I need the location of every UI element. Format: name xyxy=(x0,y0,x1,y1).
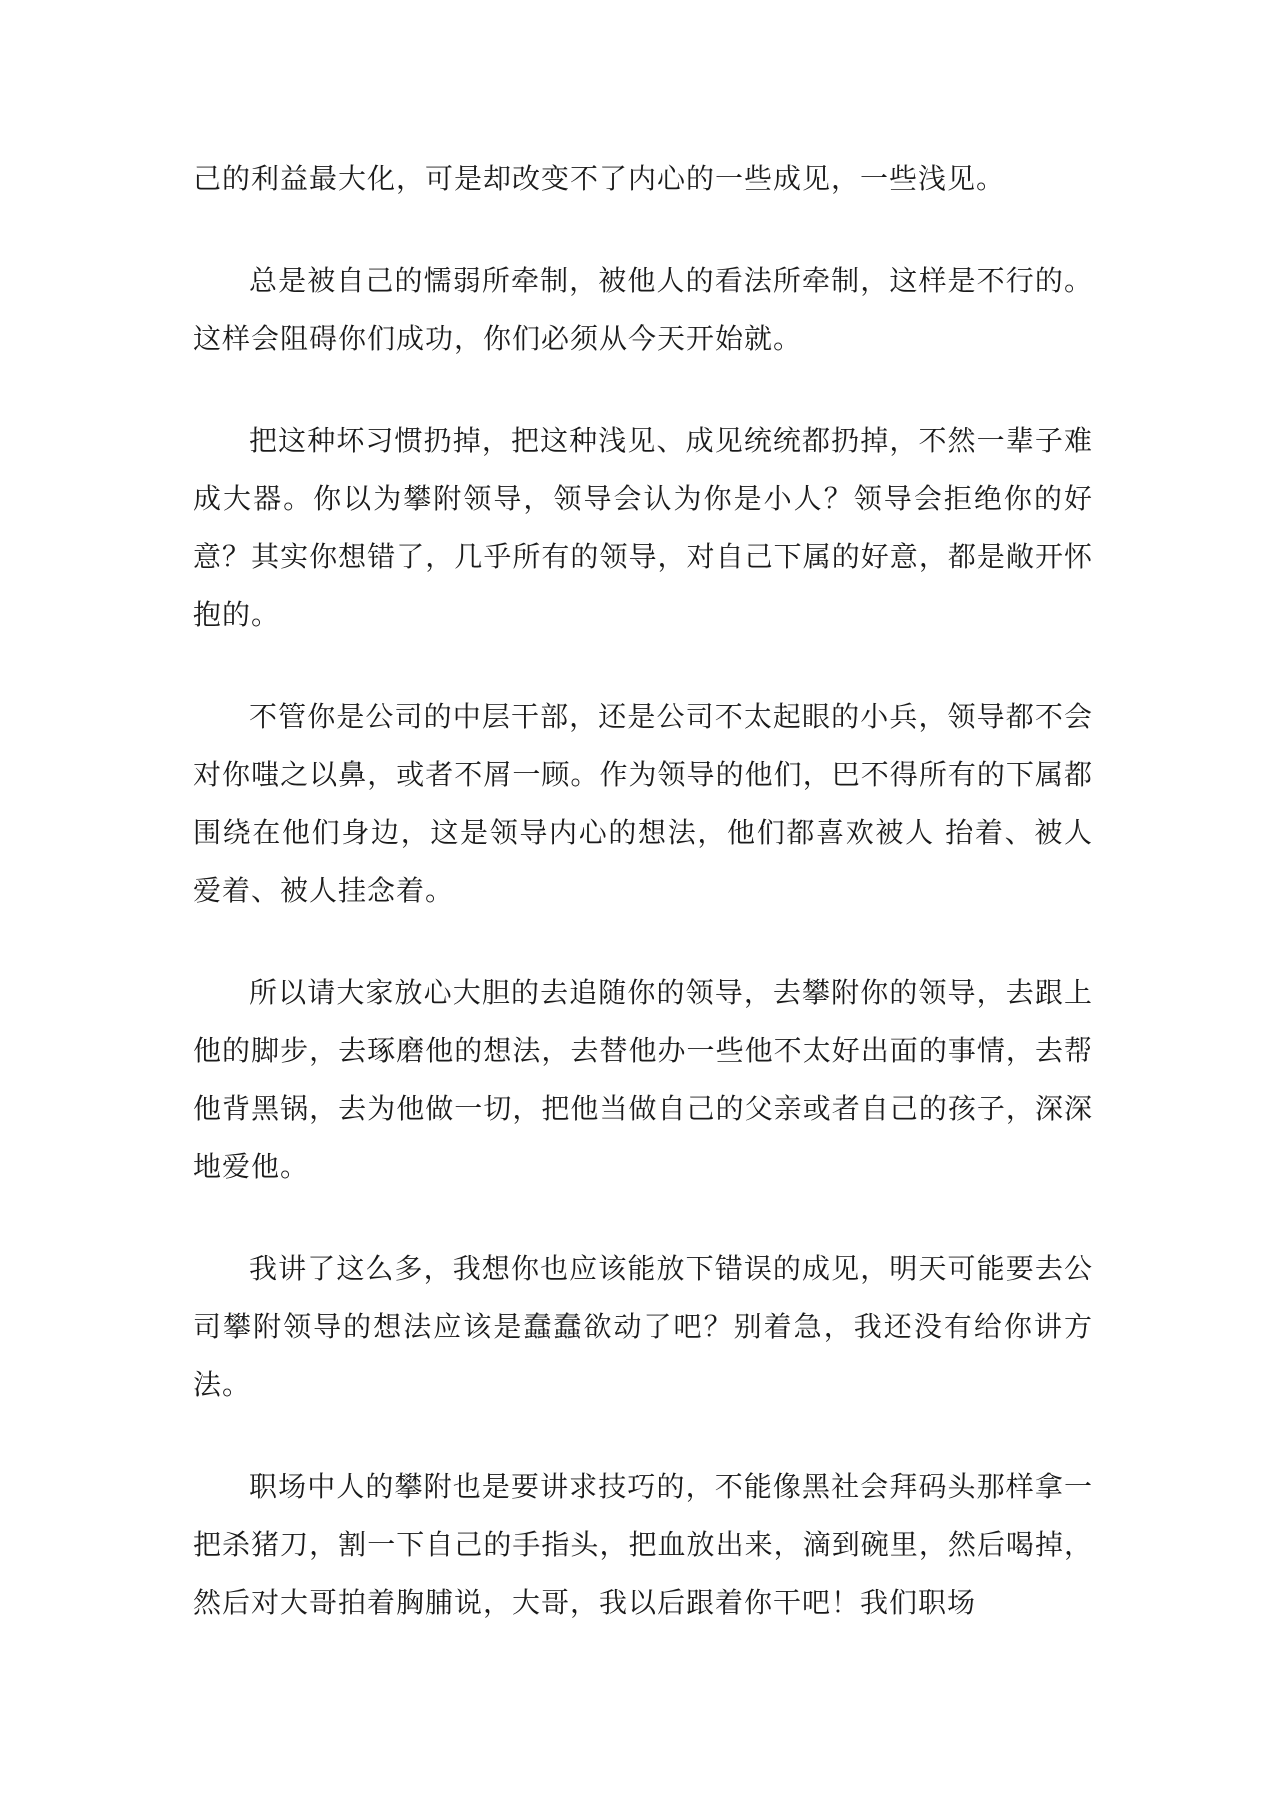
paragraph-2: 总是被自己的懦弱所牵制，被他人的看法所牵制，这样是不行的。这样会阻碍你们成功，你们必须从今天开始就。 xyxy=(193,264,1093,355)
paragraph-3: 把这种坏习惯扔掉，把这种浅见、成见统统都扔掉，不然一辈子难成大器。你以为攀附领导，领导会认为你是小人？领导会拒绝你的好意？其实你想错了，几乎所有的领导，对自己下属的好意，都是敞开怀抱的。 xyxy=(193,424,1093,631)
paragraph-1: 己的利益最大化，可是却改变不了内心的一些成见，一些浅见。 xyxy=(193,162,1006,195)
paragraph-5: 所以请大家放心大胆的去追随你的领导，去攀附你的领导，去跟上他的脚步，去琢磨他的想法，去替他办一些他不太好出面的事情，去帮他背黑锅，去为他做一切，把他当做自己的父亲或者自己的孩子，深深地爱他。 xyxy=(193,976,1093,1183)
paragraph-4: 不管你是公司的中层干部，还是公司不太起眼的小兵，领导都不会对你嗤之以鼻，或者不屑一顾。作为领导的他们，巴不得所有的下属都围绕在他们身边，这是领导内心的想法，他们都喜欢被人 抬着、被人爱着、被人挂念着。 xyxy=(193,700,1093,907)
document-body xyxy=(193,150,1093,1676)
paragraph-7: 职场中人的攀附也是要讲求技巧的，不能像黑社会拜码头那样拿一把杀猪刀，割一下自己的手指头，把血放出来，滴到碗里，然后喝掉，然后对大哥拍着胸脯说，大哥，我以后跟着你干吧！我们职场 xyxy=(193,1470,1093,1619)
paragraph-6: 我讲了这么多，我想你也应该能放下错误的成见，明天可能要去公司攀附领导的想法应该是蠢蠢欲动了吧？别着急，我还没有给你讲方法。 xyxy=(193,1252,1093,1401)
